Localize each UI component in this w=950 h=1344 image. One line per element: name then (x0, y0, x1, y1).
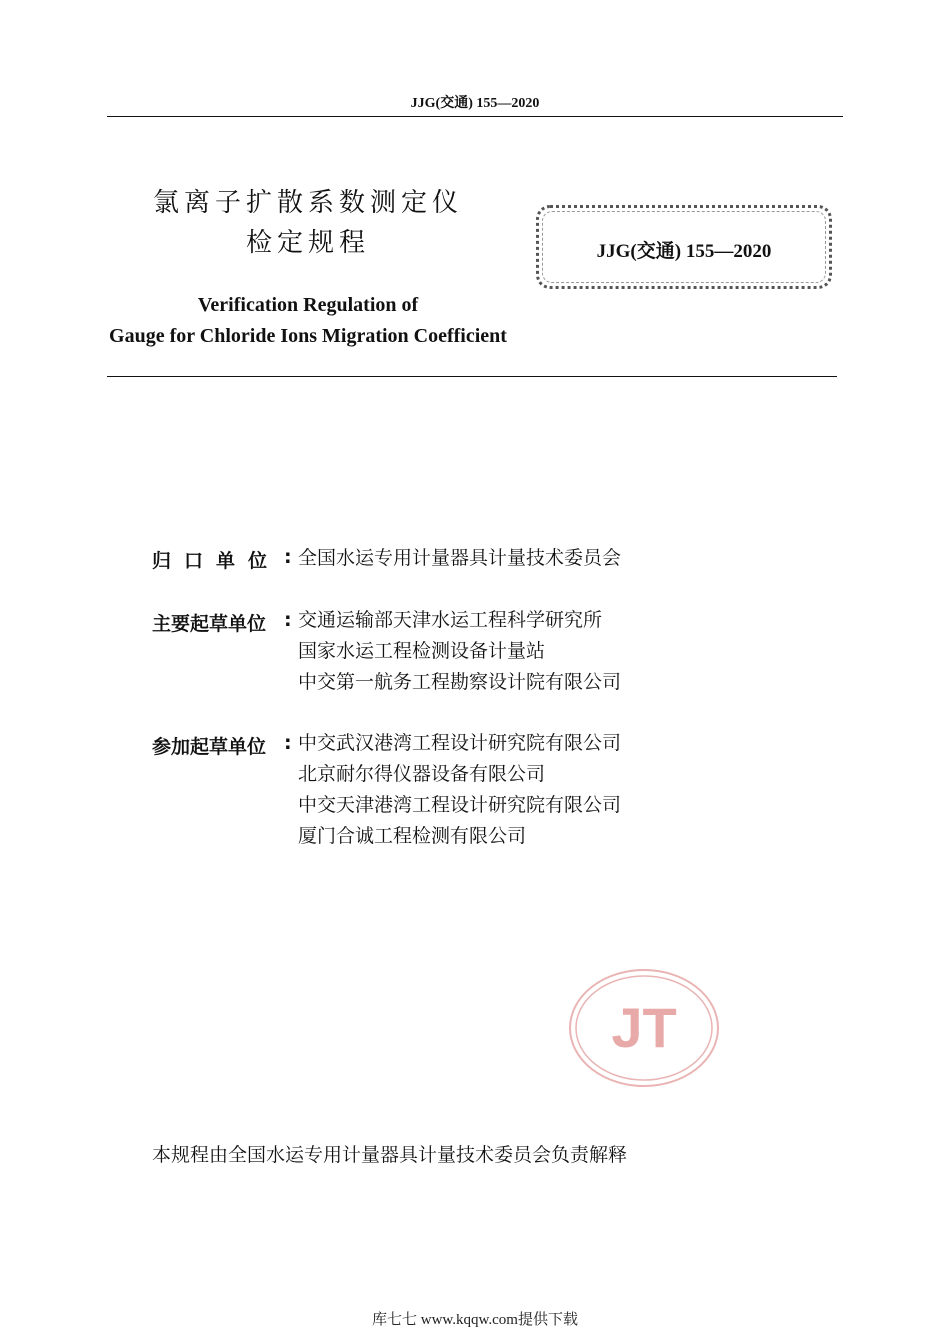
header-standard-code: JJG(交通) 155—2020 (410, 96, 540, 111)
participating-drafter-item: 厦门合诚工程检测有限公司 (298, 825, 527, 847)
authority-colon: : (284, 546, 292, 568)
main-drafters-label: 主要起草单位 (152, 613, 267, 635)
participating-drafter-item: 中交武汉港湾工程设计研究院有限公司 (298, 732, 622, 754)
english-title (80, 290, 536, 352)
main-drafter-item: 国家水运工程检测设备计量站 (298, 640, 546, 662)
header-divider (107, 116, 843, 117)
stamp-lettering: JT (611, 996, 677, 1059)
main-drafter-item: 交通运输部天津水运工程科学研究所 (298, 609, 603, 631)
main-drafters-values (298, 605, 621, 698)
english-title-line-2: Gauge for Chloride Ions Migration Coefficient (109, 325, 507, 347)
participating-drafters-colon: : (284, 732, 292, 754)
interpretation-note: 本规程由全国水运专用计量器具计量技术委员会负责解释 (152, 1144, 628, 1166)
chinese-title-line-1: 氯离子扩散系数测定仪 (152, 188, 463, 218)
main-drafter-item: 中交第一航务工程勘察设计院有限公司 (298, 671, 622, 693)
participating-drafter-item: 北京耐尔得仪器设备有限公司 (298, 763, 546, 785)
authority-label: 归口单位 (152, 550, 281, 572)
main-drafters-colon: : (284, 609, 292, 631)
english-title-line-1: Verification Regulation of (197, 294, 419, 316)
download-credit: 库七七 www.kqqw.com提供下载 (372, 1312, 578, 1328)
authority-values (298, 543, 621, 574)
chinese-title (100, 183, 516, 263)
jt-stamp-watermark (568, 968, 720, 1088)
chinese-title-line-2: 检定规程 (245, 228, 370, 258)
standard-code: JJG(交通) 155—2020 (596, 241, 772, 262)
participating-drafter-item: 中交天津港湾工程设计研究院有限公司 (298, 794, 622, 816)
participating-drafters-values (298, 728, 621, 852)
participating-drafters-label: 参加起草单位 (152, 736, 267, 758)
authority-value: 全国水运专用计量器具计量技术委员会 (298, 547, 622, 569)
title-divider (107, 376, 837, 377)
